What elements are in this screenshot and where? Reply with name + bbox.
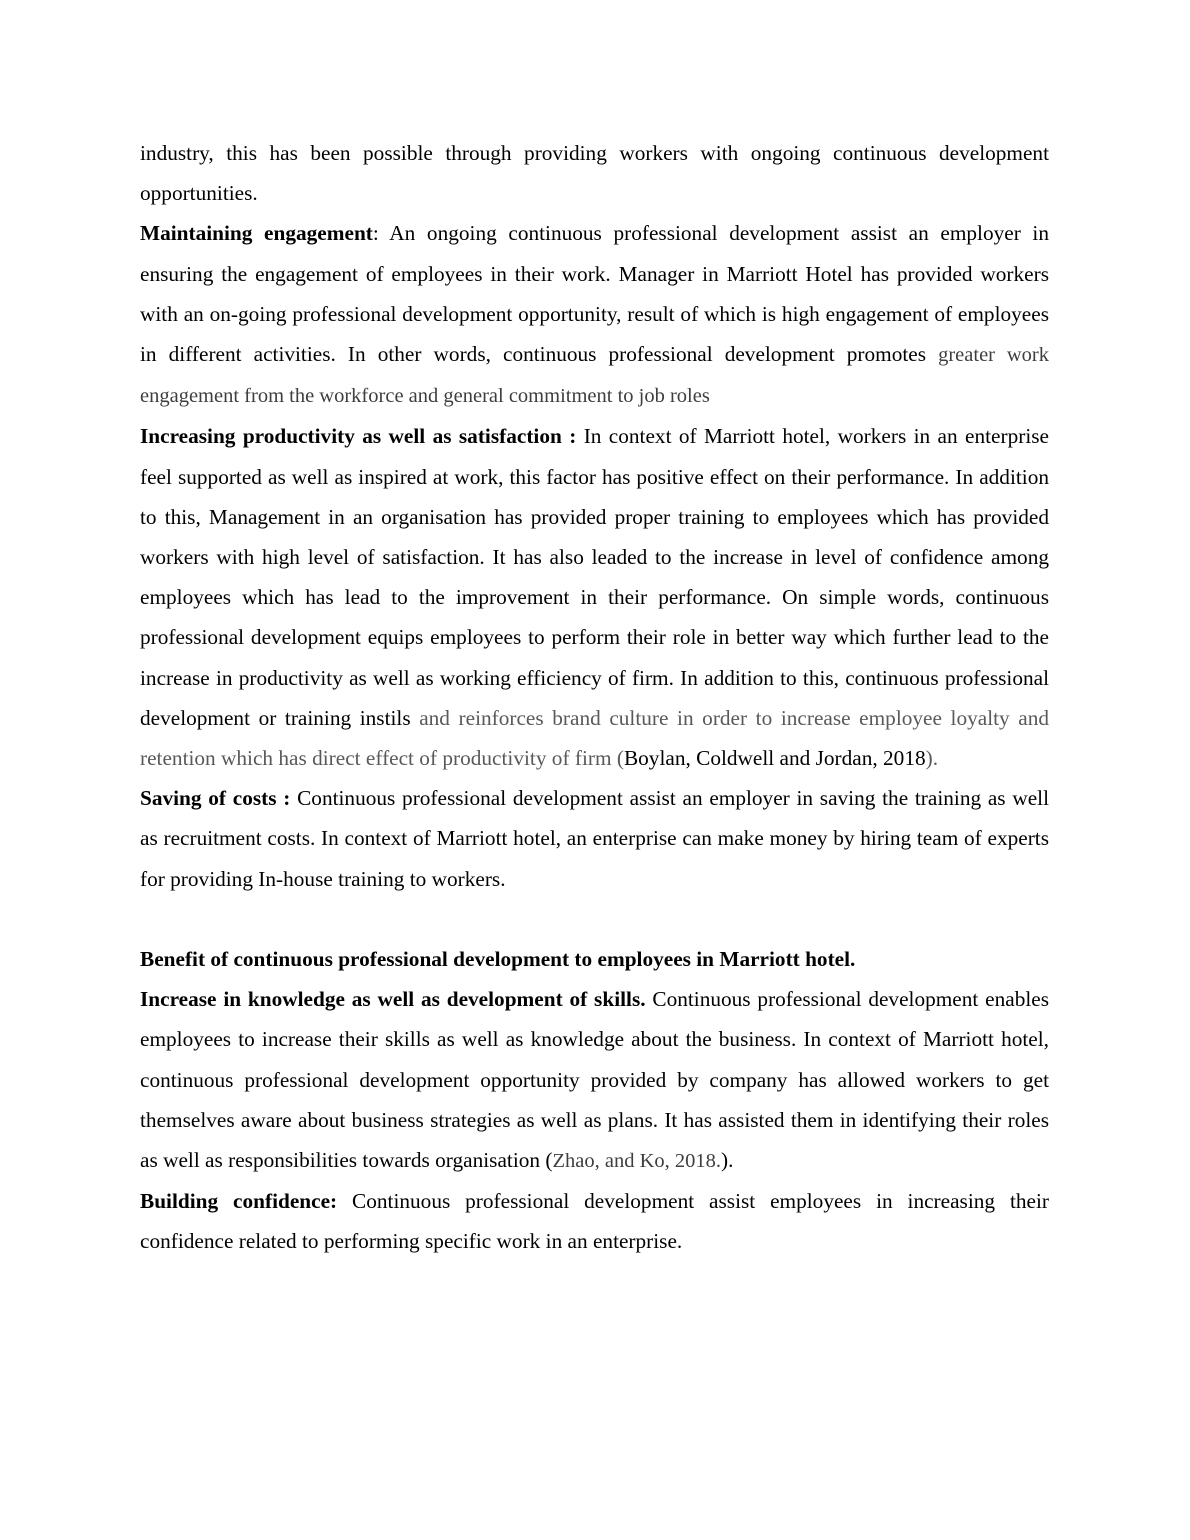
citation-end: ). xyxy=(721,1148,734,1173)
muted-text: and reinforces brand culture in order to increase employee loyalty and retention which has direct effect of productivity of firm ( xyxy=(140,705,1050,771)
paragraph-heading: Increasing productivity as well as satisfaction : xyxy=(140,424,577,449)
paragraph-heading: Building confidence: xyxy=(140,1189,338,1214)
heading-separator: : xyxy=(372,221,379,246)
document-body xyxy=(140,133,1049,1262)
paragraph-productivity xyxy=(140,416,1049,778)
citation-end: ). xyxy=(925,746,939,771)
paragraph-knowledge-skills xyxy=(140,979,1049,1181)
paragraph-heading: Saving of costs : xyxy=(140,786,291,811)
paragraph-industry xyxy=(140,133,1049,213)
paragraph-text: industry, this has been possible through providing workers with ongoing continuous development opportunities. xyxy=(140,141,1049,206)
muted-text: greater work engagement from the workforce and general commitment to job roles xyxy=(140,344,1049,408)
citation: Zhao, and Ko, 2018. xyxy=(552,1150,721,1173)
paragraph-maintaining-engagement xyxy=(140,213,1049,416)
paragraph-text: Continuous professional development assist employees in increasing their confidence related to performing specific work in an enterprise. xyxy=(140,1189,1049,1254)
citation: Boylan, Coldwell and Jordan, 2018 xyxy=(623,746,926,771)
paragraph-building-confidence xyxy=(140,1181,1049,1261)
paragraph-text: An ongoing continuous professional development assist an employer in ensuring the engagement of employees in their work. Manager in Marriott Hotel has provided workers with an on-going professional development opportunity, result of which is high engagement of employees in different activities. In other words, continuous professional development promotes xyxy=(140,221,1049,367)
section-heading: Benefit of continuous professional development to employees in Marriott hotel. xyxy=(140,947,856,972)
paragraph-heading: Increase in knowledge as well as development of skills. xyxy=(140,987,646,1012)
paragraph-heading: Maintaining engagement xyxy=(140,221,373,246)
paragraph-saving-costs xyxy=(140,778,1049,899)
paragraph-text: Continuous professional development assist an employer in saving the training as well as recruitment costs. In context of Marriott hotel, an enterprise can make money by hiring team of experts for providing In-house training to workers. xyxy=(140,786,1049,891)
paragraph-text: Continuous professional development enables employees to increase their skills as well as knowledge about the business. In context of Marriott hotel, continuous professional development opportunity provided by company has allowed workers to get themselves aware about business strategies as well as plans. It has assisted them in identifying their roles as well as responsibilities towards organisation ( xyxy=(140,987,1050,1173)
paragraph-text: In context of Marriott hotel, workers in an enterprise feel supported as well as inspired at work, this factor has positive effect on their performance. In addition to this, Management in an organisation has provided proper training to employees which has provided workers with high level of satisfaction. It has also leaded to the increase in level of confidence among employees which has lead to the improvement in their performance. On simple words, continuous professional development equips employees to perform their role in better way which further lead to the increase in productivity as well as working efficiency of firm. In addition to this, continuous professional development or training instils xyxy=(140,424,1049,730)
blank-line xyxy=(140,899,1049,939)
